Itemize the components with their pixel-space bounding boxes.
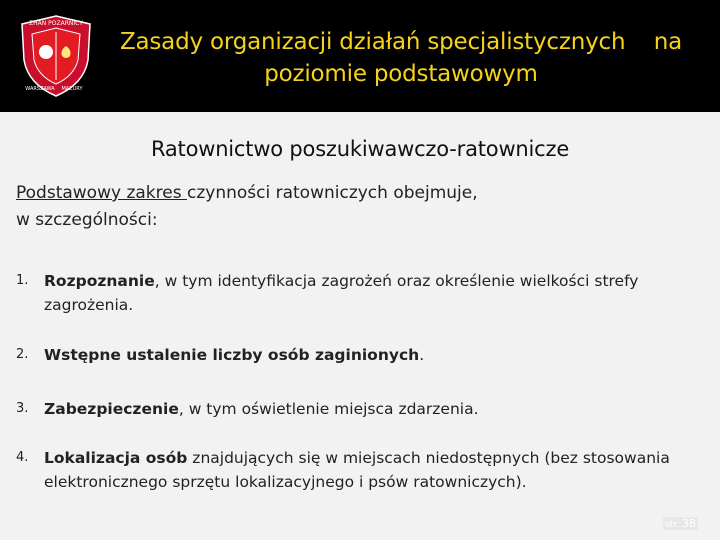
logo-bottom-left-text: WARSZAWA — [25, 86, 55, 92]
slide-title-line2: poziomie podstawowym — [264, 61, 538, 87]
list-item-text: , w tym identyfikacja zagrożeń oraz określenie wielkości strefy zagrożenia. — [44, 272, 639, 314]
fire-brigade-logo — [18, 14, 94, 98]
page-number-value: 38 — [682, 517, 696, 530]
section-heading: Ratownictwo poszukiwawczo-ratownicze — [150, 137, 570, 161]
list-item — [16, 269, 696, 317]
list-item — [16, 343, 696, 367]
slide-title — [96, 26, 706, 90]
list-item-text: . — [419, 346, 425, 364]
page-number — [663, 517, 698, 530]
list-item-bold: Rozpoznanie — [44, 272, 155, 290]
intro-line2: w szczególności: — [16, 210, 158, 230]
list-item-number: 3. — [16, 401, 29, 416]
slide-title-line1: Zasady organizacji działań specjalistycznych na — [119, 29, 683, 55]
intro-underlined: Podstawowy zakres — [16, 183, 187, 203]
logo-bottom-right-text: MAZURY — [61, 86, 83, 92]
list-item-number: 4. — [16, 450, 29, 465]
list-item-bold: Zabezpieczenie — [44, 400, 179, 418]
list-item-bold: Lokalizacja osób — [44, 449, 188, 467]
intro-paragraph — [16, 180, 656, 234]
list-item-text: , w tym oświetlenie miejsca zdarzenia. — [178, 400, 479, 418]
slide-content — [0, 112, 720, 540]
list-item-number: 2. — [16, 347, 29, 362]
intro-rest: czynności ratowniczych obejmuje, — [186, 183, 478, 203]
logo-top-text: ZHAŃ POZARNICY — [29, 20, 83, 27]
header-bar — [0, 0, 720, 112]
list-item — [16, 446, 696, 494]
list-item — [16, 397, 696, 421]
list-item-text: znajdujących się w miejscach niedostępnych (bez stosowania elektronicznego sprzętu lokalizacyjnego i psów ratowniczych). — [44, 449, 670, 491]
list-item-bold: Wstępne ustalenie liczby osób zaginionych — [44, 346, 420, 364]
list-item-number: 1. — [16, 273, 29, 288]
page-number-prefix: str. — [665, 520, 680, 530]
